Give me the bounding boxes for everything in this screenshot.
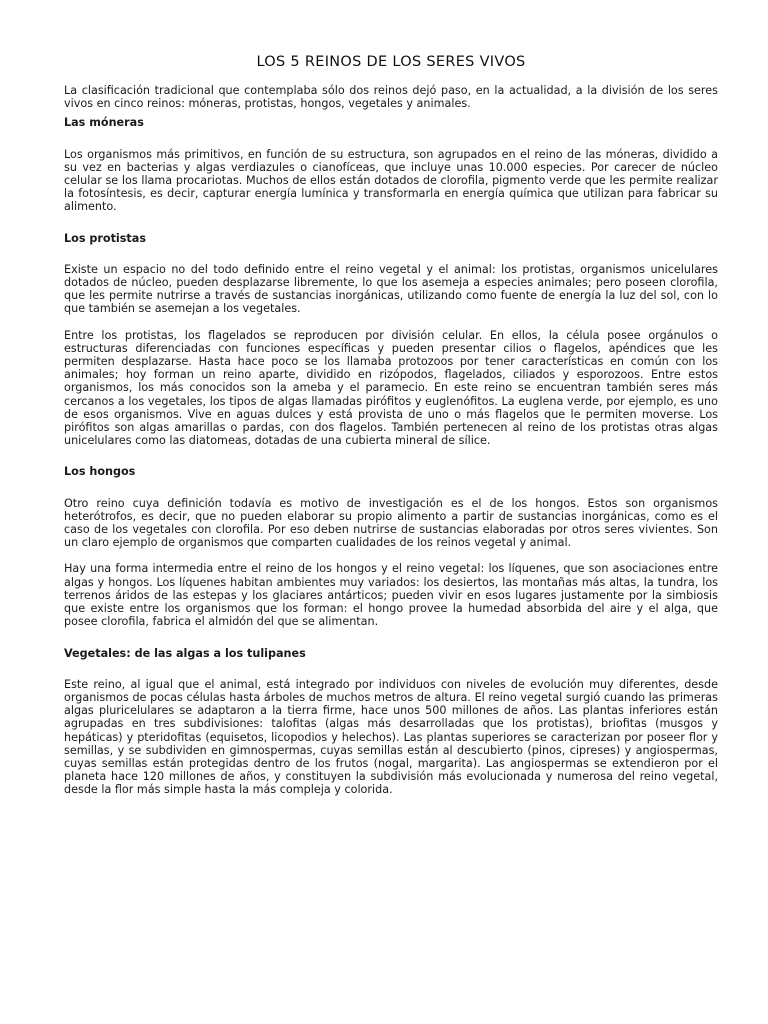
paragraph-vegetales-1: Este reino, al igual que el animal, está integrado por individuos con niveles de evolución muy diferentes, desde organismos de pocas células hasta árboles de muchos metros de altura. El reino vegetal surgió cuando las primeras algas pluricelulares se adaptaron a la tierra firme, hace unos 500 millones de años. Las plantas inferiores están agrupadas en tres subdivisiones: talofitas (algas más desarrolladas que los protistas), briofitas (musgos y hepáticas) y pteridofitas (equisetos, licopodios y helechos). Las plantas superiores se caracterizan por poseer flor y semillas, y se subdividen en gimnospermas, cuyas semillas están al descubierto (pinos, cipreses) y angiospermas, cuyas semillas están protegidas dentro de los frutos (nogal, margarita). Las angiospermas se extendieron por el planeta hace 120 millones de años, y constituyen la subdivisión más evolucionada y numerosa del reino vegetal, desde la flor más simple hasta la más compleja y colorida. <box>64 677 718 797</box>
paragraph-protistas-2: Entre los protistas, los flagelados se reproducen por división celular. En ellos, la célula posee orgánulos o estructuras diferenciadas con funciones específicas y pueden presentar cilios o flagelos, apéndices que les permiten desplazarse. Hasta hace poco se los llamaba protozoos por tener características en común con los animales; hoy forman un reino aparte, dividido en rizópodos, flagelados, ciliados y esporozoos. Entre estos organismos, los más conocidos son la ameba y el paramecio. En este reino se encuentran también seres más cercanos a los vegetales, los tipos de algas llamadas pirófitos y euglenófitos. La euglena verde, por ejemplo, es uno de esos organismos. Vive en aguas dulces y está provista de uno o más flagelos que le permiten moverse. Los pirófitos son algas amarillas o pardas, con dos flagelos. También pertenecen al reino de los protistas otras algas unicelulares como las diatomeas, dotadas de una cubierta mineral de sílice. <box>64 328 718 448</box>
section-hongos <box>64 465 718 628</box>
section-moneras <box>64 116 718 213</box>
paragraph-moneras-1: Los organismos más primitivos, en función de su estructura, son agrupados en el reino de las móneras, dividido a su vez en bacterias y algas verdiazules o cianofíceas, que incluye unas 10.000 especies. Por carecer de núcleo celular se los llama procariotas. Muchos de ellos están dotados de clorofila, pigmento verde que les permite realizar la fotosíntesis, es decir, capturar energía lumínica y transformarla en energía química que utilizan para fabricar su alimento. <box>64 147 718 214</box>
document-title: LOS 5 REINOS DE LOS SERES VIVOS <box>256 54 526 70</box>
paragraph-protistas-1: Existe un espacio no del todo definido entre el reino vegetal y el animal: los protistas, organismos unicelulares dotados de núcleo, pueden desplazarse libremente, lo que los asemeja a especies animales; pero poseen clorofila, que les permite nutrirse a través de sustancias inorgánicas, utilizando como fuente de energía la luz del sol, con lo que también se asemejan a los vegetales. <box>64 262 718 316</box>
section-heading-protistas: Los protistas <box>64 231 146 245</box>
paragraph-hongos-2: Hay una forma intermedia entre el reino de los hongos y el reino vegetal: los líquenes, que son asociaciones entre algas y hongos. Los líquenes habitan ambientes muy variados: los desiertos, las montañas más altas, la tundra, los terrenos áridos de las estepas y los glaciares antárticos; pueden vivir en esos lugares justamente por la simbiosis que existe entre los organismos que los forman: el hongo provee la humedad absorbida del aire y el alga, que posee clorofila, fabrica el almidón del que se alimentan. <box>64 562 718 629</box>
section-heading-hongos: Los hongos <box>64 465 136 479</box>
document-page <box>64 54 718 797</box>
section-heading-vegetales: Vegetales: de las algas a los tulipanes <box>64 646 306 660</box>
section-vegetales <box>64 647 718 797</box>
paragraph-hongos-1: Otro reino cuya definición todavía es motivo de investigación es el de los hongos. Estos son organismos heterótrofos, es decir, que no pueden elaborar su propio alimento a partir de sustancias inorgánicas, como es el caso de los vegetales con clorofila. Por eso deben nutrirse de sustancias elaboradas por otros seres vivientes. Son un claro ejemplo de organismos que comparten cualidades de los reinos vegetal y animal. <box>64 496 718 550</box>
section-heading-moneras: Las móneras <box>64 116 144 130</box>
section-protistas <box>64 232 718 448</box>
intro-paragraph: La clasificación tradicional que contemplaba sólo dos reinos dejó paso, en la actualidad, a la división de los seres vivos en cinco reinos: móneras, protistas, hongos, vegetales y animales. <box>64 84 718 111</box>
